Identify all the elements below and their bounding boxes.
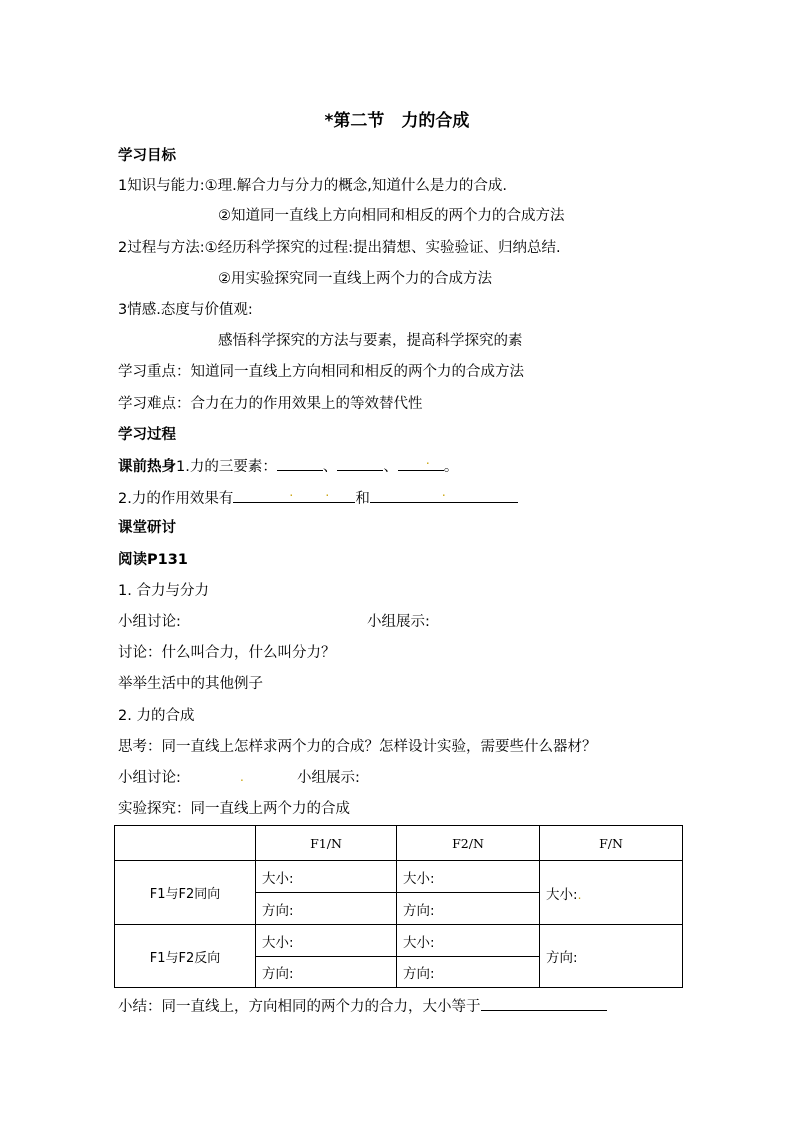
key-point: 学习重点：知道同一直线上方向相同和相反的两个力的合成方法 [118, 364, 524, 380]
objectives-heading: 学习目标 [118, 148, 176, 164]
process-heading: 学习过程 [118, 427, 176, 443]
warmup-question-1 [118, 453, 459, 477]
mark-dot: . [577, 887, 582, 902]
row-header-opposite-direction: F1与F2反向 [115, 925, 256, 988]
table-row [115, 861, 683, 893]
section-1-title: 1. 合力与分力 [118, 583, 209, 599]
mark-dot: . [240, 770, 244, 784]
answer-blank[interactable]: . . [233, 488, 355, 503]
objective-process-2: ②用实验探究同一直线上两个力的合成方法 [218, 271, 492, 287]
answer-blank[interactable]: . [370, 488, 518, 503]
f2-size-cell[interactable]: 大小: [397, 861, 540, 893]
page-title: *第二节 力的合成 [324, 111, 470, 131]
discuss-question: 讨论：什么叫合力，什么叫分力？ [118, 645, 336, 661]
think-question: 思考：同一直线上怎样求两个力的合成？怎样设计实验，需要些什么器材？ [118, 739, 597, 755]
group-discuss-label: 小组讨论: [118, 770, 181, 786]
result-direction-cell[interactable]: 方向: [540, 925, 683, 988]
result-size-cell[interactable] [540, 861, 683, 925]
f2-direction-cell[interactable]: 方向: [397, 957, 540, 988]
objective-knowledge-2: ②知道同一直线上方向相同和相反的两个力的合成方法 [218, 208, 565, 224]
f1-size-cell[interactable]: 大小: [256, 861, 397, 893]
warmup-question-2 [118, 485, 518, 509]
warmup-q2-text: 2.力的作用效果有 [118, 491, 234, 507]
separator: 、 [322, 459, 338, 475]
conjunction: 和 [355, 491, 370, 507]
objective-emotion-2: 感悟科学探究的方法与要素，提高科学探究的素 [218, 333, 523, 349]
answer-blank[interactable]: . [398, 456, 444, 471]
separator: 、 [383, 459, 398, 475]
result-size-label: 大小: [546, 886, 578, 903]
header-cell: F2/N [397, 826, 540, 861]
experiment-title: 实验探究：同一直线上两个力的合成 [118, 801, 350, 817]
end-mark: 。 [443, 459, 459, 475]
header-cell [115, 826, 256, 861]
f1-size-cell[interactable]: 大小: [256, 925, 397, 957]
group-show-label: 小组展示: [367, 614, 430, 630]
header-cell: F/N [540, 826, 683, 861]
group-show-label: 小组展示: [297, 770, 360, 786]
header-cell: F1/N [256, 826, 397, 861]
f1-direction-cell[interactable]: 方向: [256, 957, 397, 988]
row-header-same-direction: F1与F2同向 [115, 861, 256, 925]
answer-blank[interactable] [337, 456, 383, 471]
f1-direction-cell[interactable]: 方向: [256, 893, 397, 925]
summary-line [118, 996, 607, 1017]
f2-size-cell[interactable]: 大小: [397, 925, 540, 957]
group-discuss-label: 小组讨论: [118, 614, 181, 630]
objective-process-1: 2过程与方法:①经历科学探究的过程:提出猜想、实验验证、归纳总结. [118, 240, 561, 256]
answer-blank[interactable] [277, 456, 323, 471]
reading-ref: 阅读P131 [118, 552, 188, 568]
warmup-q1-text: 1.力的三要素： [176, 459, 277, 475]
experiment-table [114, 825, 683, 988]
answer-blank[interactable] [481, 996, 607, 1011]
warmup-label: 课前热身 [118, 459, 176, 475]
difficulty: 学习难点：合力在力的作用效果上的等效替代性 [118, 396, 423, 412]
table-row [115, 925, 683, 957]
objective-knowledge-1: 1知识与能力:①理.解合力与分力的概念,知道什么是力的合成. [118, 178, 507, 194]
classroom-heading: 课堂研讨 [118, 520, 176, 536]
objective-emotion-1: 3情感.态度与价值观: [118, 302, 253, 318]
f2-direction-cell[interactable]: 方向: [397, 893, 540, 925]
summary-text: 小结：同一直线上，方向相同的两个力的合力，大小等于 [118, 999, 481, 1015]
table-header-row [115, 826, 683, 861]
section-2-title: 2. 力的合成 [118, 708, 195, 724]
examples-prompt: 举举生活中的其他例子 [118, 676, 263, 692]
